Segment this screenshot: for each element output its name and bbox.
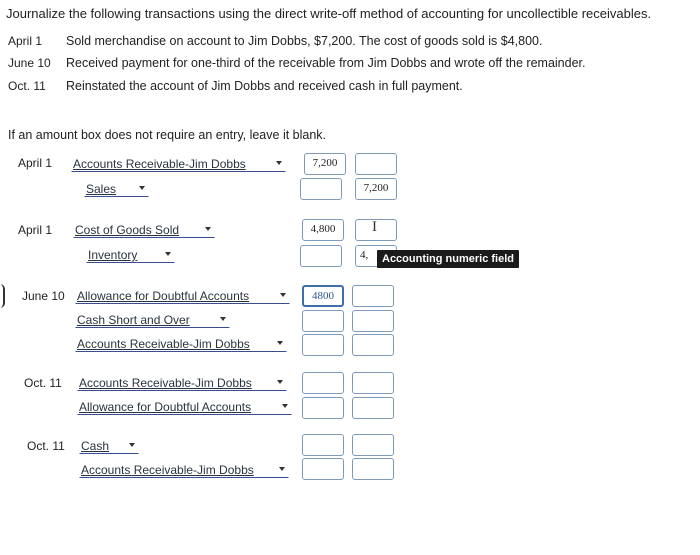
account-select-label: Accounts Receivable-Jim Dobbs — [79, 376, 252, 390]
account-select-label: Sales — [86, 182, 117, 196]
debit-field[interactable]: 4,800 — [302, 219, 344, 241]
credit-field[interactable] — [352, 458, 394, 480]
account-select-label: Allowance for Doubtful Accounts — [77, 289, 250, 303]
chevron-down-icon — [277, 380, 283, 384]
account-select[interactable] — [79, 438, 139, 454]
credit-field[interactable] — [352, 310, 394, 332]
left-edge-marker — [0, 284, 5, 308]
credit-field[interactable] — [352, 372, 394, 394]
debit-field[interactable] — [300, 245, 342, 267]
account-select-label: Allowance for Doubtful Accounts — [79, 400, 252, 414]
credit-field[interactable] — [355, 153, 397, 175]
field-tooltip: Accounting numeric field — [377, 250, 519, 268]
account-select[interactable] — [75, 336, 287, 352]
entry-date: Oct. 11 — [27, 439, 65, 453]
debit-field[interactable] — [302, 310, 344, 332]
credit-field[interactable] — [352, 334, 394, 356]
account-select[interactable] — [84, 181, 149, 197]
debit-field[interactable] — [302, 458, 344, 480]
debit-field[interactable] — [302, 372, 344, 394]
instructions-heading: Journalize the following transactions using the direct write-off method of accounting for uncollectible receivables. — [6, 6, 652, 21]
transaction-date: June 10 — [8, 56, 51, 70]
account-select[interactable] — [71, 156, 286, 172]
chevron-down-icon — [205, 227, 211, 231]
debit-field[interactable] — [302, 434, 344, 456]
chevron-down-icon — [277, 341, 283, 345]
chevron-down-icon — [276, 161, 282, 165]
blank-entry-note: If an amount box does not require an entry, leave it blank. — [8, 128, 327, 142]
debit-field[interactable] — [300, 178, 342, 200]
chevron-down-icon — [220, 317, 226, 321]
debit-field[interactable]: 4800 — [302, 285, 344, 307]
transaction-text: Received payment for one-third of the receivable from Jim Dobbs and wrote off the remainder. — [66, 56, 586, 70]
account-select-label: Accounts Receivable-Jim Dobbs — [73, 157, 246, 171]
transaction-text: Reinstated the account of Jim Dobbs and received cash in full payment. — [66, 79, 463, 93]
account-select-label: Cash — [81, 439, 110, 453]
entry-date: June 10 — [22, 289, 65, 303]
chevron-down-icon — [280, 293, 286, 297]
chevron-down-icon — [139, 186, 145, 190]
chevron-down-icon — [282, 404, 288, 408]
transaction-date: April 1 — [8, 34, 43, 48]
credit-field[interactable] — [352, 397, 394, 419]
credit-field[interactable]: 7,200 — [355, 178, 397, 200]
credit-field[interactable]: 4, — [355, 245, 397, 267]
account-select[interactable] — [75, 312, 230, 328]
entry-date: April 1 — [18, 223, 53, 237]
debit-field[interactable]: 7,200 — [304, 153, 346, 175]
entry-date: April 1 — [18, 156, 53, 170]
account-select[interactable] — [77, 399, 292, 415]
chevron-down-icon — [129, 443, 135, 447]
account-select[interactable] — [77, 375, 287, 391]
credit-field[interactable] — [352, 285, 394, 307]
account-select-label: Cost of Goods Sold — [75, 223, 180, 237]
entry-date: Oct. 11 — [24, 376, 62, 390]
transaction-text: Sold merchandise on account to Jim Dobbs, $7,200. The cost of goods sold is $4,800. — [66, 34, 543, 48]
debit-field[interactable] — [302, 397, 344, 419]
chevron-down-icon — [279, 467, 285, 471]
credit-field[interactable] — [352, 434, 394, 456]
account-select[interactable] — [73, 222, 215, 238]
text-cursor-icon: I — [372, 219, 377, 235]
account-select-label: Cash Short and Over — [77, 313, 190, 327]
account-select-label: Inventory — [88, 248, 138, 262]
transaction-date: Oct. 11 — [8, 79, 46, 93]
account-select-label: Accounts Receivable-Jim Dobbs — [81, 463, 254, 477]
account-select[interactable] — [86, 247, 175, 263]
account-select[interactable] — [75, 288, 290, 304]
account-select[interactable] — [79, 462, 289, 478]
account-select-label: Accounts Receivable-Jim Dobbs — [77, 337, 250, 351]
chevron-down-icon — [165, 252, 171, 256]
debit-field[interactable] — [302, 334, 344, 356]
